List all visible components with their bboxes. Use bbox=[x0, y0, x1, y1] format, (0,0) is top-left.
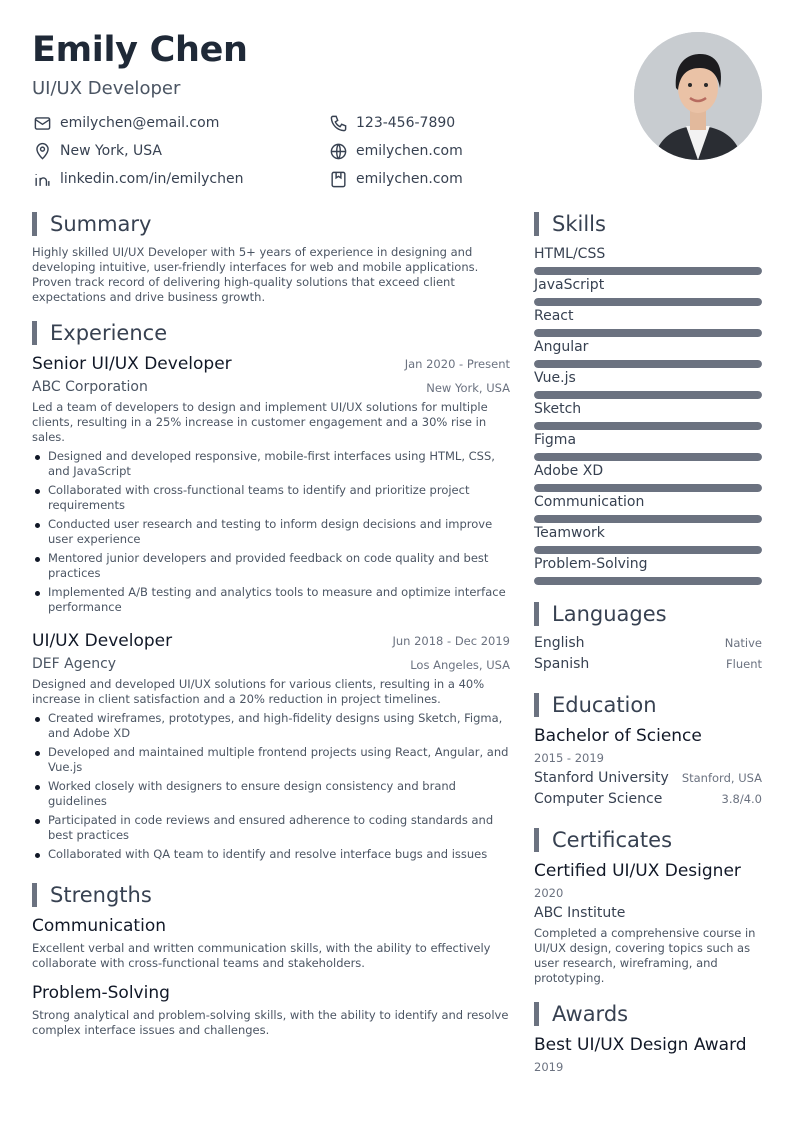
language-level: Fluent bbox=[726, 657, 762, 671]
email-icon bbox=[32, 113, 52, 133]
job-description: Led a team of developers to design and implement UI/UX solutions for multiple clients, resulting in a 25% increase in customer engagement and a 30% rise in sales. bbox=[32, 400, 488, 444]
skill-label: Adobe XD bbox=[534, 463, 604, 479]
skill-bar-fill bbox=[534, 577, 762, 585]
language-row bbox=[534, 656, 762, 672]
skill-bar-track bbox=[534, 267, 762, 275]
bullet-item: Worked closely with designers to ensure design consistency and brand guidelines bbox=[32, 779, 512, 809]
linkedin-icon bbox=[32, 169, 52, 189]
summary-text: Highly skilled UI/UX Developer with 5+ years of experience in designing and developing intuitive, user-friendly interfaces for web and mobile applications. Proven track record of delivering high-quality solutions that exceed client expectations and drive business growth. bbox=[32, 245, 479, 304]
bullet-item: Collaborated with QA team to identify and resolve interface bugs and issues bbox=[32, 847, 512, 862]
skill-bar-track bbox=[534, 329, 762, 337]
job-location: New York, USA bbox=[426, 381, 510, 395]
section-heading-languages bbox=[534, 601, 667, 627]
certificate-year: 2020 bbox=[534, 886, 564, 900]
skill-bar-fill bbox=[534, 391, 762, 399]
language-name: Spanish bbox=[534, 656, 590, 672]
skill-bar-track bbox=[534, 422, 762, 430]
job-bullets bbox=[32, 449, 512, 619]
skill-bar-track bbox=[534, 298, 762, 306]
email-text: emilychen@email.com bbox=[60, 115, 220, 131]
job-location: Los Angeles, USA bbox=[410, 658, 510, 672]
skill-label: HTML/CSS bbox=[534, 246, 606, 262]
heading-bar bbox=[534, 212, 539, 236]
education-gpa: 3.8/4.0 bbox=[721, 792, 762, 806]
education-school-row bbox=[534, 770, 762, 786]
education-years: 2015 - 2019 bbox=[534, 751, 604, 765]
heading-bar bbox=[32, 212, 37, 236]
job-company: ABC Corporation bbox=[32, 379, 148, 395]
skill-item bbox=[534, 401, 762, 430]
strength-text: Strong analytical and problem-solving skills, with the ability to identify and resolve complex interface issues and challenges. bbox=[32, 1008, 509, 1037]
skill-label: React bbox=[534, 308, 574, 324]
skill-label: Figma bbox=[534, 432, 577, 448]
section-heading-education bbox=[534, 692, 657, 718]
contact-portfolio[interactable] bbox=[328, 168, 463, 190]
job-title: UI/UX Developer bbox=[32, 631, 173, 651]
bullet-item: Developed and maintained multiple frontend projects using React, Angular, and Vue.js bbox=[32, 745, 512, 775]
heading-bar bbox=[534, 602, 539, 626]
heading-bar bbox=[32, 321, 37, 345]
skills-heading: Skills bbox=[552, 212, 606, 236]
skill-item bbox=[534, 432, 762, 461]
location-icon bbox=[32, 141, 52, 161]
skill-bar-fill bbox=[534, 298, 762, 306]
skill-item bbox=[534, 494, 762, 523]
bullet-item: Collaborated with cross-functional teams to identify and prioritize project requirements bbox=[32, 483, 512, 513]
section-heading-skills bbox=[534, 211, 606, 237]
section-heading-summary bbox=[32, 211, 151, 237]
skill-bar-fill bbox=[534, 546, 762, 554]
education-location: Stanford, USA bbox=[681, 771, 762, 785]
job-title: Senior UI/UX Developer bbox=[32, 354, 232, 374]
experience-heading: Experience bbox=[50, 321, 168, 345]
skill-bar-track bbox=[534, 453, 762, 461]
skill-label: Angular bbox=[534, 339, 589, 355]
strengths-heading: Strengths bbox=[50, 883, 152, 907]
heading-bar bbox=[534, 693, 539, 717]
profile-photo bbox=[634, 32, 762, 160]
certificates-heading: Certificates bbox=[552, 828, 673, 852]
certificate-issuer: ABC Institute bbox=[534, 905, 626, 921]
skill-bar-fill bbox=[534, 484, 762, 492]
skill-bar-fill bbox=[534, 329, 762, 337]
strength-title: Communication bbox=[32, 916, 166, 936]
strength-text: Excellent verbal and written communication skills, with the ability to effectively collaborate with cross-functional teams and stakeholders. bbox=[32, 941, 491, 970]
education-school: Stanford University bbox=[534, 770, 669, 786]
skill-bar-fill bbox=[534, 422, 762, 430]
strength-title: Problem-Solving bbox=[32, 983, 170, 1003]
contact-location bbox=[32, 140, 162, 162]
candidate-title: UI/UX Developer bbox=[32, 78, 181, 99]
skill-item bbox=[534, 339, 762, 368]
skill-item bbox=[534, 525, 762, 554]
portfolio-text: emilychen.com bbox=[356, 171, 463, 187]
heading-bar bbox=[32, 883, 37, 907]
education-field: Computer Science bbox=[534, 791, 663, 807]
award-year: 2019 bbox=[534, 1060, 564, 1074]
certificate-description: Completed a comprehensive course in UI/UX design, covering topics such as user research, wireframing, and prototyping. bbox=[534, 926, 756, 985]
education-field-row bbox=[534, 791, 762, 807]
skill-bar-fill bbox=[534, 267, 762, 275]
linkedin-text: linkedin.com/in/emilychen bbox=[60, 171, 244, 187]
skill-label: Communication bbox=[534, 494, 645, 510]
skill-item bbox=[534, 370, 762, 399]
bullet-item: Implemented A/B testing and analytics tools to measure and optimize interface performance bbox=[32, 585, 512, 615]
job-description: Designed and developed UI/UX solutions for various clients, resulting in a 40% increase in client satisfaction and a 20% reduction in project timelines. bbox=[32, 677, 485, 706]
job-company: DEF Agency bbox=[32, 656, 117, 672]
skill-item bbox=[534, 308, 762, 337]
location-text: New York, USA bbox=[60, 143, 162, 159]
skill-bar-track bbox=[534, 391, 762, 399]
certificate-title: Certified UI/UX Designer bbox=[534, 861, 741, 881]
heading-bar bbox=[534, 828, 539, 852]
education-degree: Bachelor of Science bbox=[534, 726, 702, 746]
contact-linkedin[interactable] bbox=[32, 168, 243, 190]
skill-bar-fill bbox=[534, 515, 762, 523]
job-bullets bbox=[32, 711, 512, 866]
skill-bar-fill bbox=[534, 360, 762, 368]
candidate-name: Emily Chen bbox=[32, 30, 248, 70]
bullet-item: Mentored junior developers and provided feedback on code quality and best practices bbox=[32, 551, 512, 581]
skill-bar-track bbox=[534, 546, 762, 554]
summary-heading: Summary bbox=[50, 212, 152, 236]
awards-heading: Awards bbox=[552, 1002, 629, 1026]
contact-email[interactable] bbox=[32, 112, 219, 134]
contact-list bbox=[32, 112, 592, 196]
skill-item bbox=[534, 556, 762, 585]
section-heading-certificates bbox=[534, 827, 672, 853]
skill-item bbox=[534, 463, 762, 492]
section-heading-experience bbox=[32, 320, 167, 346]
phone-icon bbox=[328, 113, 348, 133]
languages-heading: Languages bbox=[552, 602, 667, 626]
skill-label: JavaScript bbox=[534, 277, 605, 293]
bullet-item: Conducted user research and testing to inform design decisions and improve user experience bbox=[32, 517, 512, 547]
contact-website[interactable] bbox=[328, 140, 463, 162]
skill-label: Sketch bbox=[534, 401, 582, 417]
skill-bar-track bbox=[534, 360, 762, 368]
skill-label: Teamwork bbox=[534, 525, 605, 541]
section-heading-strengths bbox=[32, 882, 152, 908]
education-heading: Education bbox=[552, 693, 657, 717]
skill-item bbox=[534, 246, 762, 275]
award-title: Best UI/UX Design Award bbox=[534, 1035, 747, 1055]
skill-label: Vue.js bbox=[534, 370, 576, 386]
language-row bbox=[534, 635, 762, 651]
heading-bar bbox=[534, 1002, 539, 1026]
skill-label: Problem-Solving bbox=[534, 556, 648, 572]
skill-bar-fill bbox=[534, 453, 762, 461]
globe-icon bbox=[328, 141, 348, 161]
section-heading-awards bbox=[534, 1001, 628, 1027]
website-text: emilychen.com bbox=[356, 143, 463, 159]
language-level: Native bbox=[724, 636, 762, 650]
contact-phone[interactable] bbox=[328, 112, 455, 134]
bullet-item: Designed and developed responsive, mobile-first interfaces using HTML, CSS, and JavaScript bbox=[32, 449, 512, 479]
phone-text: 123-456-7890 bbox=[356, 115, 456, 131]
job-dates: Jan 2020 - Present bbox=[404, 357, 510, 371]
portfolio-icon bbox=[328, 169, 348, 189]
bullet-item: Created wireframes, prototypes, and high-fidelity designs using Sketch, Figma, and Adobe XD bbox=[32, 711, 512, 741]
skill-bar-track bbox=[534, 515, 762, 523]
skill-bar-track bbox=[534, 484, 762, 492]
skill-item bbox=[534, 277, 762, 306]
skill-bar-track bbox=[534, 577, 762, 585]
language-name: English bbox=[534, 635, 585, 651]
bullet-item: Participated in code reviews and ensured adherence to coding standards and best practices bbox=[32, 813, 512, 843]
job-dates: Jun 2018 - Dec 2019 bbox=[392, 634, 510, 648]
